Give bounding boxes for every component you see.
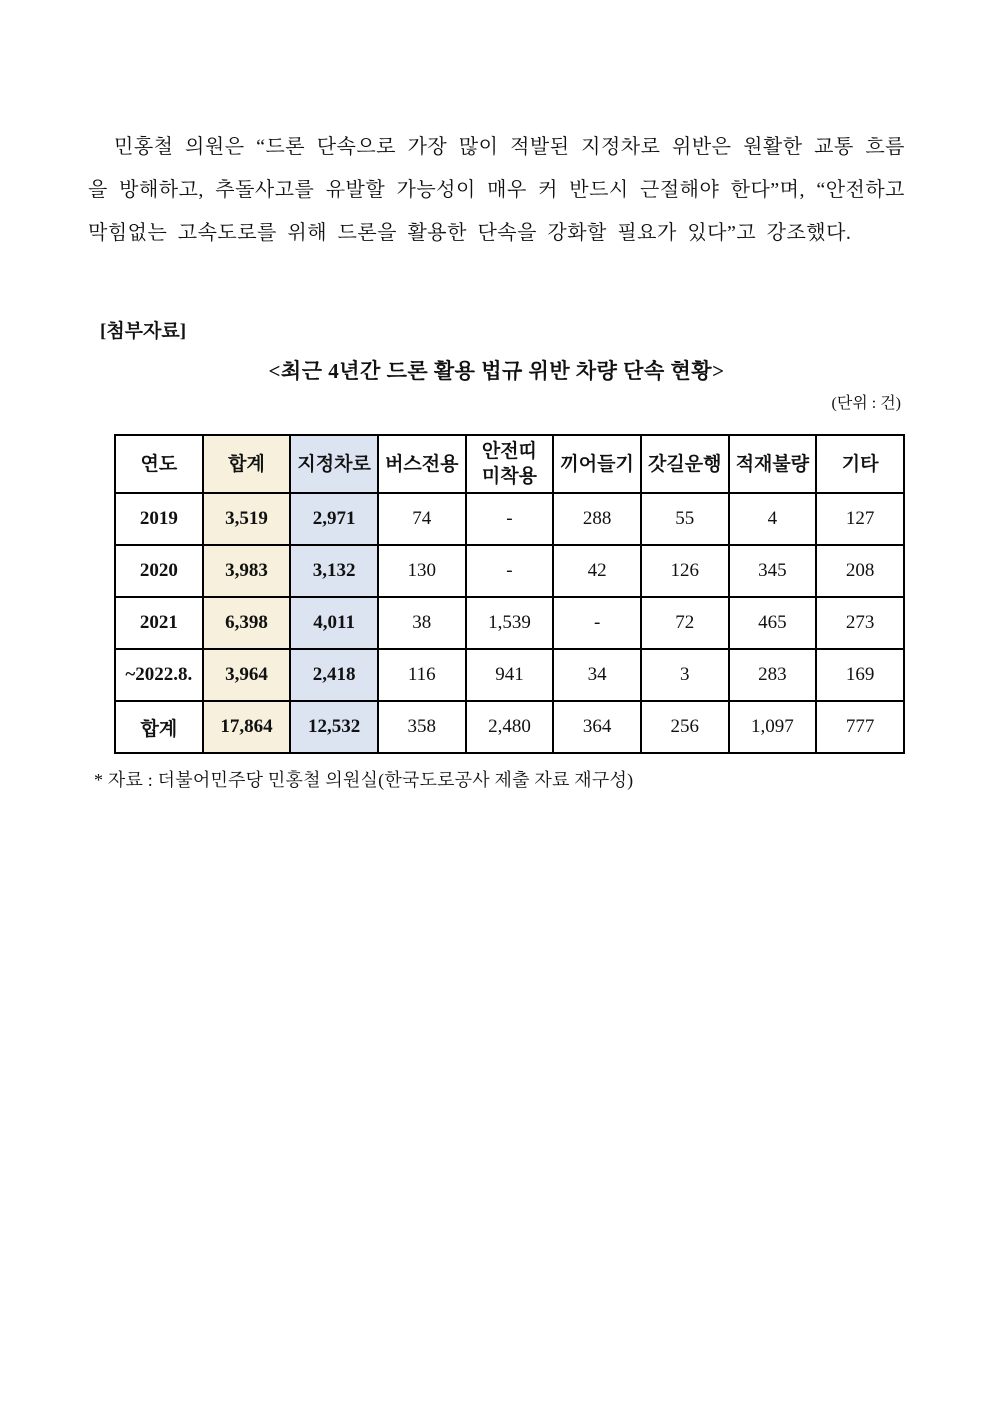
table-row [115, 701, 904, 753]
cell: 12,532 [290, 701, 378, 753]
cell: 116 [378, 649, 466, 701]
table-row [115, 597, 904, 649]
cell: 288 [553, 493, 641, 545]
cell: 4 [729, 493, 817, 545]
footnote: * 자료 : 더불어민주당 민홍철 의원실(한국도로공사 제출 자료 재구성) [94, 770, 634, 790]
cell: 3,132 [290, 545, 378, 597]
cell: 4,011 [290, 597, 378, 649]
cell: 127 [816, 493, 904, 545]
cell: 941 [466, 649, 554, 701]
cell: 358 [378, 701, 466, 753]
cell: 74 [378, 493, 466, 545]
table-row [115, 545, 904, 597]
col-header: 갓길운행 [641, 435, 729, 493]
table-title: <최근 4년간 드론 활용 법규 위반 차량 단속 현황> [268, 359, 725, 383]
row-label: ~2022.8. [115, 649, 203, 701]
cell: 130 [378, 545, 466, 597]
cell: 3,964 [203, 649, 291, 701]
cell: 38 [378, 597, 466, 649]
unit-label: (단위 : 건) [831, 395, 901, 412]
col-header: 버스전용 [378, 435, 466, 493]
table-header-row [115, 435, 904, 493]
stats-table [114, 434, 905, 754]
cell: 208 [816, 545, 904, 597]
row-label: 2019 [115, 493, 203, 545]
cell: 42 [553, 545, 641, 597]
cell: 345 [729, 545, 817, 597]
cell: 3,519 [203, 493, 291, 545]
cell: 256 [641, 701, 729, 753]
body-paragraph: 민홍철 의원은 “드론 단속으로 가장 많이 적발된 지정차로 위반은 원활한 교통 흐름을 방해하고, 추돌사고를 유발할 가능성이 매우 커 반드시 근절해야 한다”며, “안전하고 막힘없는 고속도로를 위해 드론을 활용한 단속을 강화할 필요가 있다”고 강조했다. [88, 136, 905, 244]
row-label: 2020 [115, 545, 203, 597]
cell: 126 [641, 545, 729, 597]
cell: 465 [729, 597, 817, 649]
cell: 169 [816, 649, 904, 701]
cell: 1,539 [466, 597, 554, 649]
cell: 3 [641, 649, 729, 701]
cell: 364 [553, 701, 641, 753]
cell: 55 [641, 493, 729, 545]
cell: 17,864 [203, 701, 291, 753]
cell: 1,097 [729, 701, 817, 753]
cell: 777 [816, 701, 904, 753]
col-header: 지정차로 [290, 435, 378, 493]
cell: - [553, 597, 641, 649]
col-header: 기타 [816, 435, 904, 493]
cell: 34 [553, 649, 641, 701]
table-row [115, 649, 904, 701]
table-row [115, 493, 904, 545]
row-label: 합계 [115, 701, 203, 753]
cell: 3,983 [203, 545, 291, 597]
row-label: 2021 [115, 597, 203, 649]
cell: - [466, 545, 554, 597]
cell: 283 [729, 649, 817, 701]
cell: 2,418 [290, 649, 378, 701]
col-header: 연도 [115, 435, 203, 493]
cell: 2,480 [466, 701, 554, 753]
col-header: 적재불량 [729, 435, 817, 493]
cell: 72 [641, 597, 729, 649]
cell: 273 [816, 597, 904, 649]
attachment-label: [첨부자료] [100, 321, 187, 342]
col-header: 합계 [203, 435, 291, 493]
col-header: 끼어들기 [553, 435, 641, 493]
cell: 6,398 [203, 597, 291, 649]
cell: 2,971 [290, 493, 378, 545]
cell: - [466, 493, 554, 545]
col-header: 안전띠 미착용 [466, 435, 554, 493]
